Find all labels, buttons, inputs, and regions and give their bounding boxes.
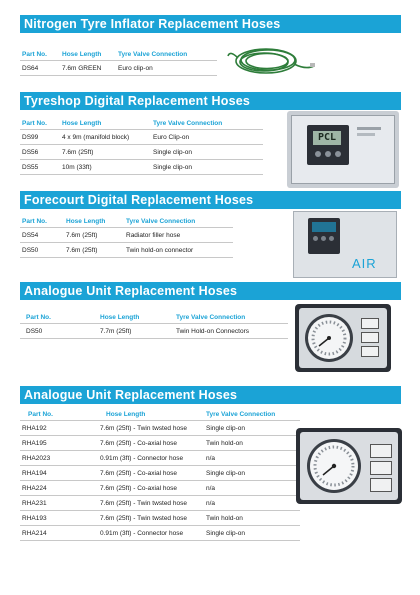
analogue-unit-large-image xyxy=(296,428,402,504)
valve-connection: n/a xyxy=(204,481,300,496)
hose-length: 0.91m (3ft) - Connector hose xyxy=(98,526,204,541)
table-row xyxy=(20,145,263,160)
col-valve-connection: Tyre Valve Connection xyxy=(206,411,276,418)
col-hose-length: Hose Length xyxy=(66,218,106,225)
valve-connection: Twin hold-on xyxy=(204,436,300,451)
table-row xyxy=(20,324,288,339)
pressure-gauge-icon xyxy=(303,312,355,364)
valve-connection: Euro Clip-on xyxy=(151,130,263,145)
hose-length: 7.7m (25ft) xyxy=(98,324,174,339)
valve-connection: Single clip-on xyxy=(151,160,263,175)
hose-length: 7.6m (25ft) - Twin twsted hose xyxy=(98,496,204,511)
part-no: DS99 xyxy=(20,130,60,145)
valve-connection: Single clip-on xyxy=(204,526,300,541)
table-row xyxy=(20,511,300,526)
col-part-no: Part No. xyxy=(28,411,53,418)
valve-connection: Twin hold-on connector xyxy=(124,243,233,258)
col-valve-connection: Tyre Valve Connection xyxy=(118,51,188,58)
forecourt-digital-image xyxy=(293,211,397,278)
part-no: RHA193 xyxy=(20,511,98,526)
part-no: RHA214 xyxy=(20,526,98,541)
col-hose-length: Hose Length xyxy=(62,120,102,127)
hose-length: 7.6m (25ft) - Twin twsted hose xyxy=(98,511,204,526)
hose-length: 7.6m (25ft) xyxy=(60,145,151,160)
part-no: RHA195 xyxy=(20,436,98,451)
section-title-nitrogen: Nitrogen Tyre Inflator Replacement Hoses xyxy=(20,15,401,33)
part-no: DS54 xyxy=(20,228,64,243)
air-label: AIR xyxy=(352,256,377,271)
table-row xyxy=(20,61,217,76)
col-valve-connection: Tyre Valve Connection xyxy=(153,120,223,127)
table-row xyxy=(20,243,233,258)
hose-length: 7.6m (25ft) - Co-axial hose xyxy=(98,481,204,496)
table-row xyxy=(20,526,300,541)
tyreshop-digital-image xyxy=(287,111,399,188)
hose-length: 7.6m (25ft) - Co-axial hose xyxy=(98,466,204,481)
valve-connection: Radiator filler hose xyxy=(124,228,233,243)
valve-connection: Single clip-on xyxy=(204,466,300,481)
hose-length: 7.6m (25ft) xyxy=(64,228,124,243)
hose-length: 4 x 9m (manifold block) xyxy=(60,130,151,145)
hose-length: 0.91m (3ft) - Connector hose xyxy=(98,451,204,466)
table-row xyxy=(20,496,300,511)
part-no: DS50 xyxy=(20,243,64,258)
valve-connection: n/a xyxy=(204,496,300,511)
table-row xyxy=(20,466,300,481)
table-row xyxy=(20,130,263,145)
valve-connection: Single clip-on xyxy=(204,421,300,436)
part-no: DS55 xyxy=(20,160,60,175)
table-row xyxy=(20,451,300,466)
part-no: DS56 xyxy=(20,145,60,160)
col-hose-length: Hose Length xyxy=(100,314,140,321)
part-no: DS50 xyxy=(20,324,98,339)
hose-length: 7.6m (25ft) - Twin twsted hose xyxy=(98,421,204,436)
col-hose-length: Hose Length xyxy=(62,51,102,58)
tyreshop-hose-table xyxy=(20,118,263,175)
col-hose-length: Hose Length xyxy=(106,411,146,418)
nitrogen-hose-table xyxy=(20,49,217,76)
table-row xyxy=(20,436,300,451)
analogue-unit-image xyxy=(295,304,391,372)
part-no: RHA2023 xyxy=(20,451,98,466)
col-part-no: Part No. xyxy=(22,218,47,225)
col-part-no: Part No. xyxy=(22,51,47,58)
col-valve-connection: Tyre Valve Connection xyxy=(126,218,196,225)
section-title-analogue-2: Analogue Unit Replacement Hoses xyxy=(20,386,401,404)
hose-length: 7.6m GREEN xyxy=(60,61,116,76)
valve-connection: n/a xyxy=(204,451,300,466)
part-no: RHA194 xyxy=(20,466,98,481)
part-no: RHA224 xyxy=(20,481,98,496)
analogue-hose-table-2 xyxy=(20,409,300,541)
table-row xyxy=(20,481,300,496)
valve-connection: Twin hold-on xyxy=(204,511,300,526)
table-row xyxy=(20,160,263,175)
valve-connection: Single clip-on xyxy=(151,145,263,160)
section-title-tyreshop: Tyreshop Digital Replacement Hoses xyxy=(20,92,401,110)
lcd-display: PCL xyxy=(313,131,341,145)
hose-length: 7.6m (25ft) xyxy=(64,243,124,258)
analogue-hose-table-1 xyxy=(20,312,288,339)
part-no: RHA192 xyxy=(20,421,98,436)
part-no: RHA231 xyxy=(20,496,98,511)
hose-length: 7.6m (25ft) - Co-axial hose xyxy=(98,436,204,451)
hose-length: 10m (33ft) xyxy=(60,160,151,175)
table-row xyxy=(20,228,233,243)
valve-connection: Twin Hold-on Connectors xyxy=(174,324,288,339)
col-part-no: Part No. xyxy=(26,314,51,321)
table-row xyxy=(20,421,300,436)
col-valve-connection: Tyre Valve Connection xyxy=(176,314,246,321)
pressure-gauge-icon xyxy=(305,437,363,495)
part-no: DS64 xyxy=(20,61,60,76)
section-title-analogue-1: Analogue Unit Replacement Hoses xyxy=(20,282,401,300)
green-hose-image xyxy=(226,40,316,82)
valve-connection: Euro clip-on xyxy=(116,61,217,76)
forecourt-hose-table xyxy=(20,216,233,258)
col-part-no: Part No. xyxy=(22,120,47,127)
section-title-forecourt: Forecourt Digital Replacement Hoses xyxy=(20,191,401,209)
